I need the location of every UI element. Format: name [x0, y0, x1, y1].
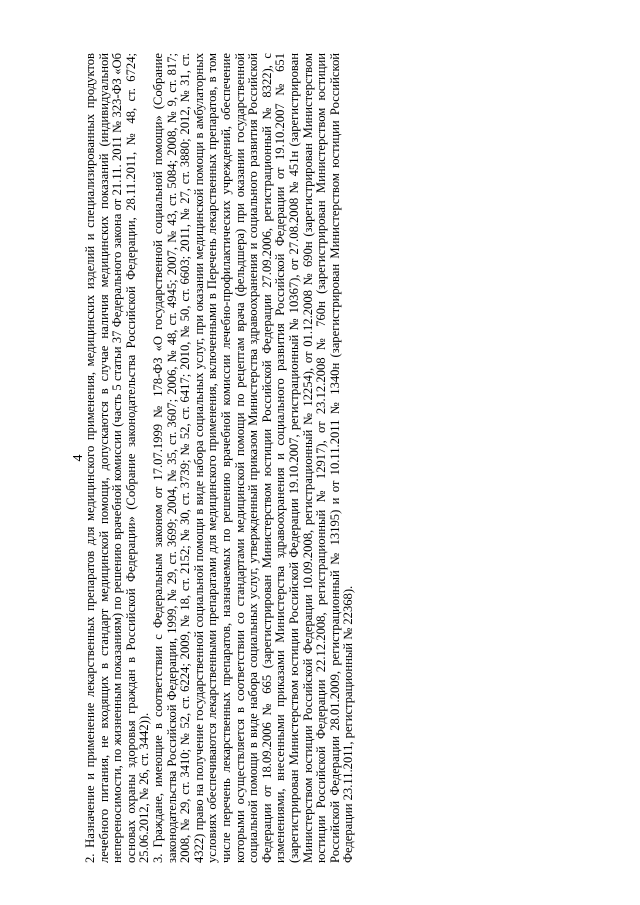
paragraph-3: 3. Граждане, имеющие в соответствии с Федеральным законом от 17.07.1999 № 178-ФЗ «О государственной социальной помощи» (Собрание законодательства Российской Федерации, 1999, № 29, ст. 3699; 2004, № 35, ст. 3607; 2006, № 48, ст. 4945; 2007, № 43, ст. 5084; 2008, № 9, ст. 817; 2008, № 29, ст. 3410; № 52, ст. 6224; 2009, № 18, ст. 2152; № 30, ст. 3739; № 52, ст. 6417; 2010, № 50, ст. 6603; 2011, № 27, ст. 3880; 2012, № 31, ст. 4322) право на получение государственной социальной помощи в виде набора социальных услуг, при оказании медицинской помощи в амбулаторных условиях обеспечиваются лекарственными препаратами для медицинского применения, включенными в Перечень лекарственных препаратов, в том числе перечень лекарственных препаратов, назначаемых по решению врачебной комиссии лечебно-профилактических учреждений, обеспечение которыми осуществляется в соответствии со стандартами медицинской помощи по рецептам врача (фельдшера) при оказании государственной социальной помощи в виде набора социальных услуг, утвержденный приказом Министерства здравоохранения и социального развития Российской Федерации от 18.09.2006 № 665 (зарегистрирован Министерством юстиции Российской Федерации 27.09.2006, регистрационный № 8322), с изменениями, внесенными приказами Министерства здравоохранения и социального развития Российской Федерации от 19.10.2007 № 651 (зарегистрирован Министерством юстиции Российской Федерации 19.10.2007, регистрационный № 10367), от 27.08.2008 № 451н (зарегистрирован Министерством юстиции Российской Федерации 10.09.2008, регистрационный № 12254), от 01.12.2008 № 690н (зарегистрирован Министерством юстиции Российской Федерации 22.12.2008, регистрационный № 12917), от 23.12.2008 № 760н (зарегистрирован Министерством юстиции Российской Федерации 28.01.2009, регистрационный № 13195) и от 10.11.2011 № 1340н (зарегистрирован Министерством юстиции Российской Федерации 23.11.2011, регистрационный № 22368). — [150, 53, 356, 863]
document-body — [84, 53, 356, 863]
rotated-text-block — [70, 53, 540, 863]
paragraph-2: 2. Назначение и применение лекарственных препаратов для медицинского применения, медицинских изделий и специализированных продуктов лечебного питания, не входящих в стандарт медицинской помощи, допускаются в случае наличия медицинских показаний (индивидуальной непереносимости, по жизненным показаниям) по решению врачебной комиссии (часть 5 статьи 37 Федерального закона от 21.11. 2011 № 323-ФЗ «Об основах охраны здоровья граждан в Российской Федерации» (Собрание законодательства Российской Федерации, 28.11.2011, № 48, ст. 6724; 25.06.2012, № 26, ст. 3442)). — [83, 53, 152, 863]
page-number: 4 — [71, 454, 86, 462]
